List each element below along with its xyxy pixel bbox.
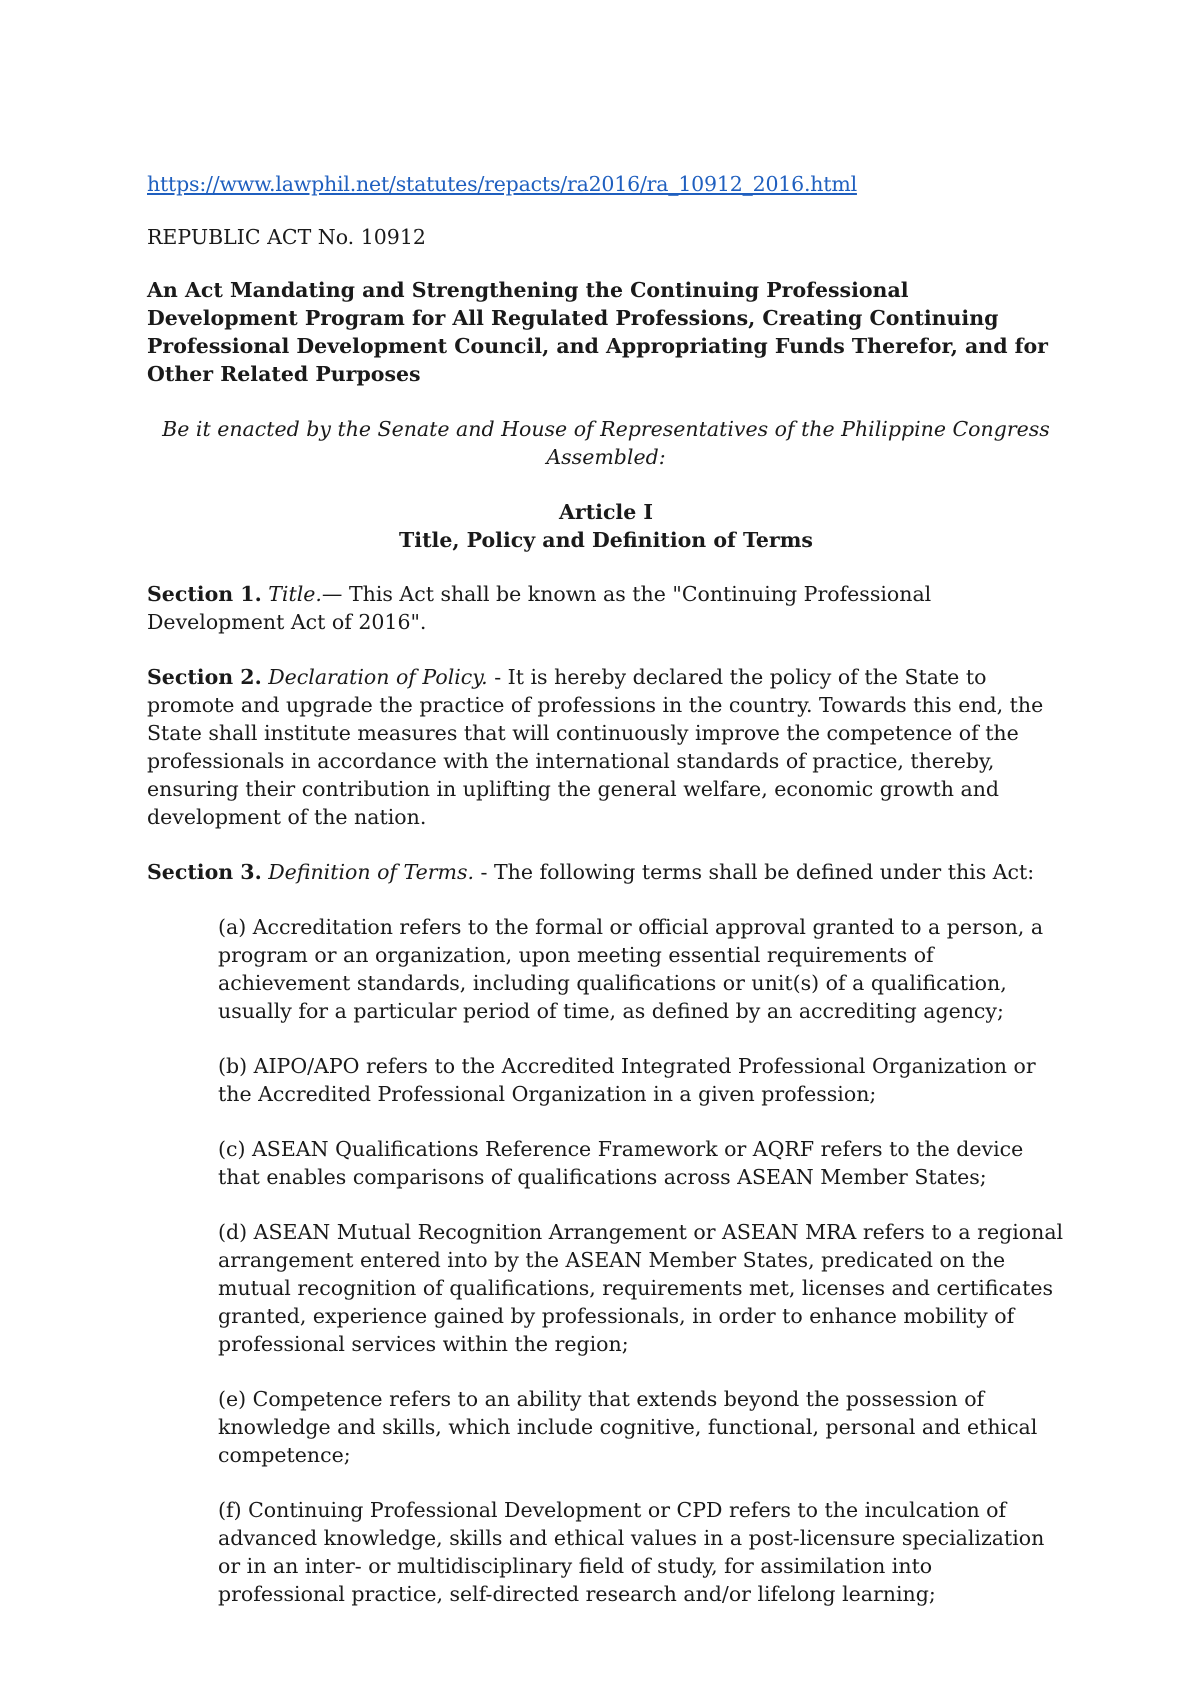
section-text: The following terms shall be defined under this Act: bbox=[494, 860, 1035, 884]
article-title: Title, Policy and Definition of Terms bbox=[399, 528, 813, 552]
section-3 bbox=[147, 858, 1065, 886]
section-text: It is hereby declared the policy of the State to promote and upgrade the practice of professions in the country. Towards this end, the State shall institute measures that will continuously improve the competence of the professionals in accordance with the international standards of practice, thereby, ensuring their contribution in uplifting the general welfare, economic growth and development of the nation. bbox=[147, 665, 1044, 829]
article-number: Article I bbox=[558, 500, 653, 524]
definitions-list bbox=[147, 913, 1065, 1608]
section-number: Section 1. bbox=[147, 582, 262, 606]
section-number: Section 3. bbox=[147, 860, 262, 884]
document-page bbox=[147, 170, 1065, 1635]
definition-item-b: (b) AIPO/APO refers to the Accredited Integrated Professional Organization or the Accredited Professional Organization in a given profession; bbox=[218, 1054, 1036, 1106]
act-number: REPUBLIC ACT No. 10912 bbox=[147, 225, 426, 249]
section-separator: — bbox=[321, 582, 349, 606]
act-title: An Act Mandating and Strengthening the Continuing Professional Development Program for All Regulated Professions, Creating Continuing Professional Development Council, and Appropriating Funds Therefor, and for Other Related Purposes bbox=[147, 278, 1048, 386]
section-heading: Definition of Terms. bbox=[268, 860, 475, 884]
section-1 bbox=[147, 580, 1065, 636]
section-heading: Declaration of Policy. bbox=[268, 665, 488, 689]
section-number: Section 2. bbox=[147, 665, 262, 689]
section-separator: - bbox=[487, 665, 508, 689]
source-link[interactable]: https://www.lawphil.net/statutes/repacts/ra2016/ra_10912_2016.html bbox=[147, 172, 857, 196]
definition-item-a: (a) Accreditation refers to the formal or official approval granted to a person, a program or an organization, upon meeting essential requirements of achievement standards, including qualifications or unit(s) of a qualification, usually for a particular period of time, as defined by an accrediting agency; bbox=[218, 915, 1044, 1023]
definition-item-c: (c) ASEAN Qualifications Reference Framework or AQRF refers to the device that enables comparisons of qualifications across ASEAN Member States; bbox=[218, 1137, 1024, 1189]
section-2 bbox=[147, 663, 1065, 831]
section-heading: Title. bbox=[268, 582, 322, 606]
source-link-line bbox=[147, 170, 1065, 198]
enacting-clause: Be it enacted by the Senate and House of Representatives of the Philippine Congress Assembled: bbox=[162, 417, 1050, 469]
definition-item-e: (e) Competence refers to an ability that extends beyond the possession of knowledge and skills, which include cognitive, functional, personal and ethical competence; bbox=[218, 1387, 1038, 1467]
definition-item-d: (d) ASEAN Mutual Recognition Arrangement or ASEAN MRA refers to a regional arrangement entered into by the ASEAN Member States, predicated on the mutual recognition of qualifications, requirements met, licenses and certificates granted, experience gained by professionals, in order to enhance mobility of professional services within the region; bbox=[218, 1220, 1064, 1356]
article-heading bbox=[147, 498, 1065, 554]
section-separator: - bbox=[474, 860, 494, 884]
section-text: This Act shall be known as the "Continuing Professional Development Act of 2016". bbox=[147, 582, 932, 634]
definition-item-f: (f) Continuing Professional Development or CPD refers to the inculcation of advanced knowledge, skills and ethical values in a post-licensure specialization or in an inter- or multidisciplinary field of study, for assimilation into professional practice, self-directed research and/or lifelong learning; bbox=[218, 1498, 1045, 1606]
